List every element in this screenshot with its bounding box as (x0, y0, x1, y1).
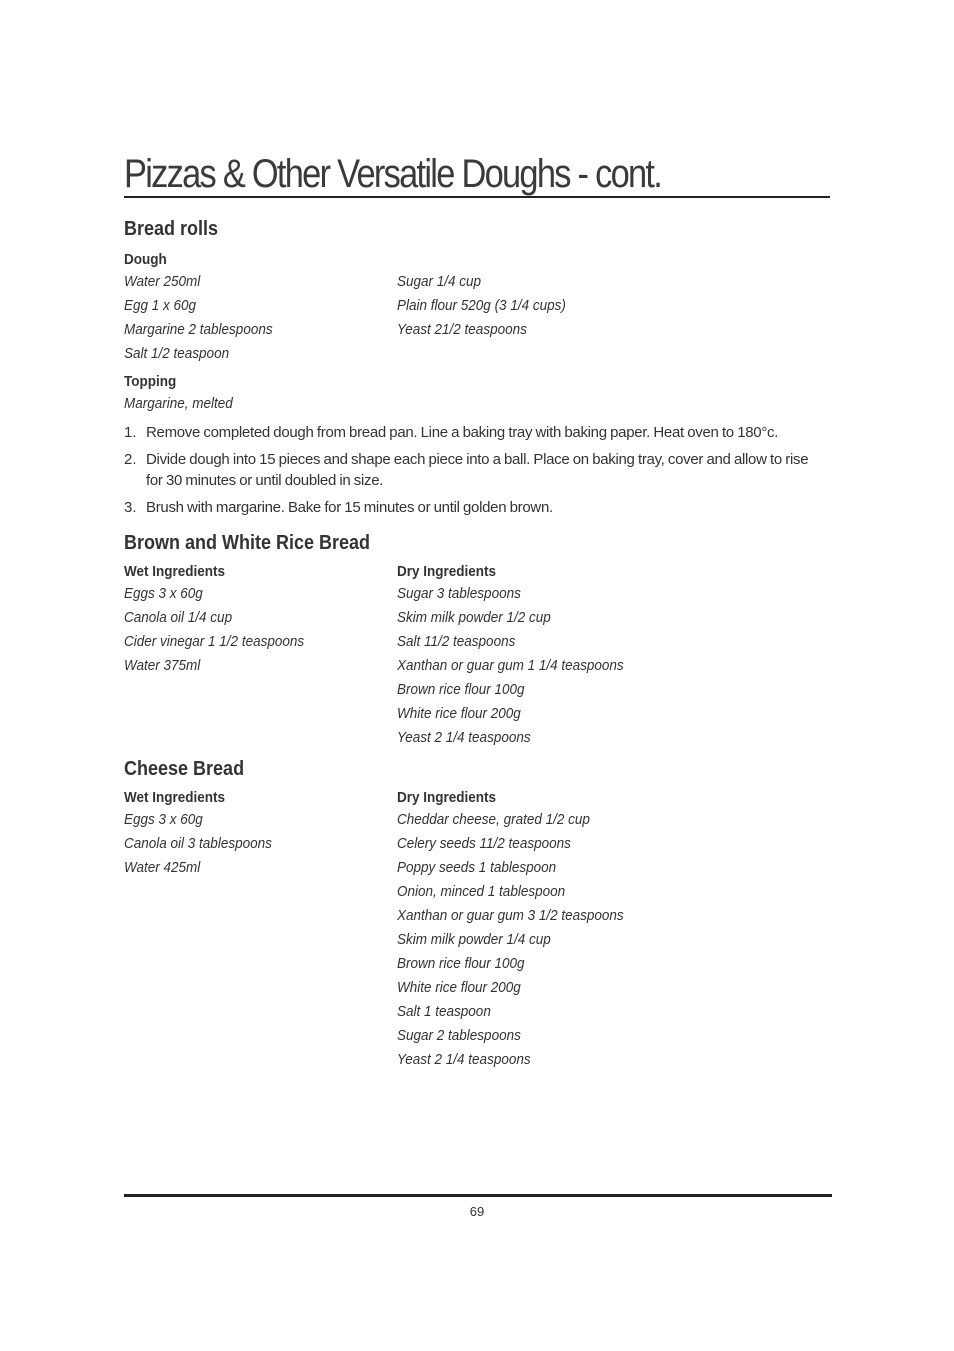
step-number: 3. (124, 499, 137, 516)
method-step (124, 422, 830, 443)
ingredient-item: Sugar 3 tablespoons (397, 585, 521, 602)
ingredient-item: Yeast 2 1/4 teaspoons (397, 1051, 531, 1068)
ingredients-columns (124, 562, 830, 752)
step-text: Brush with margarine. Bake for 15 minutes or until golden brown. (146, 499, 553, 516)
brown-white-rice-bread-section (124, 531, 830, 752)
section-heading: Bread rolls (124, 218, 219, 240)
bread-rolls-section (124, 217, 830, 524)
ingredient-item: Xanthan or guar gum 1 1/4 teaspoons (397, 657, 624, 674)
ingredient-item: Water 250ml (124, 273, 201, 290)
ingredient-item: Salt 1 teaspoon (397, 1003, 491, 1020)
dry-ingredients-column (397, 562, 827, 750)
ingredient-item: Sugar 2 tablespoons (397, 1027, 521, 1044)
ingredient-item: Celery seeds 11/2 teaspoons (397, 835, 571, 852)
ingredient-item: Sugar 1/4 cup (397, 273, 482, 290)
dough-left-column (124, 270, 394, 366)
wet-ingredients-column (124, 788, 394, 880)
wet-ingredients-column (124, 562, 394, 678)
method-step (124, 497, 830, 518)
ingredient-item: White rice flour 200g (397, 705, 521, 722)
dough-heading: Dough (124, 251, 167, 268)
ingredient-item: Egg 1 x 60g (124, 297, 197, 314)
section-heading: Cheese Bread (124, 758, 245, 780)
section-heading: Brown and White Rice Bread (124, 532, 371, 554)
ingredient-item: Water 425ml (124, 859, 201, 876)
ingredient-item: Yeast 21/2 teaspoons (397, 321, 527, 338)
ingredient-item: Brown rice flour 100g (397, 681, 525, 698)
footer-divider (124, 1194, 832, 1197)
topping-heading: Topping (124, 373, 177, 390)
dry-ingredients-heading: Dry Ingredients (397, 563, 497, 580)
ingredient-item: Cider vinegar 1 1/2 teaspoons (124, 633, 305, 650)
ingredient-item: Brown rice flour 100g (397, 955, 525, 972)
method-steps (124, 422, 830, 518)
ingredients-columns (124, 788, 830, 1078)
ingredient-item: Skim milk powder 1/2 cup (397, 609, 551, 626)
wet-ingredients-heading: Wet Ingredients (124, 563, 226, 580)
page-number: 69 (469, 1204, 485, 1219)
step-number: 2. (124, 451, 137, 468)
dough-right-column (397, 270, 827, 342)
ingredient-item: Skim milk powder 1/4 cup (397, 931, 551, 948)
page-title: Pizzas & Other Versatile Doughs - cont. (124, 152, 662, 196)
step-text: Remove completed dough from bread pan. Line a baking tray with baking paper. Heat oven to 180°c. (146, 424, 779, 441)
ingredient-item: Salt 1/2 teaspoon (124, 345, 230, 362)
method-step (124, 449, 830, 491)
ingredient-item: Salt 11/2 teaspoons (397, 633, 516, 650)
ingredient-item: Margarine 2 tablespoons (124, 321, 273, 338)
step-text: Divide dough into 15 pieces and shape each piece into a ball. Place on baking tray, cover and allow to rise for 30 minutes or until doubled in size. (146, 451, 809, 489)
ingredient-item: Eggs 3 x 60g (124, 811, 203, 828)
cheese-bread-section (124, 757, 830, 1078)
ingredient-item: Poppy seeds 1 tablespoon (397, 859, 557, 876)
step-number: 1. (124, 424, 137, 441)
ingredient-item: Water 375ml (124, 657, 201, 674)
title-divider (124, 196, 830, 198)
ingredient-item: Plain flour 520g (3 1/4 cups) (397, 297, 566, 314)
dough-ingredients (124, 270, 830, 366)
ingredient-item: Cheddar cheese, grated 1/2 cup (397, 811, 590, 828)
ingredient-item: White rice flour 200g (397, 979, 521, 996)
ingredient-item: Canola oil 3 tablespoons (124, 835, 272, 852)
ingredient-item: Margarine, melted (124, 395, 233, 412)
ingredient-item: Eggs 3 x 60g (124, 585, 203, 602)
dry-ingredients-heading: Dry Ingredients (397, 789, 497, 806)
ingredient-item: Onion, minced 1 tablespoon (397, 883, 566, 900)
ingredient-item: Canola oil 1/4 cup (124, 609, 233, 626)
dry-ingredients-column (397, 788, 827, 1072)
ingredient-item: Yeast 2 1/4 teaspoons (397, 729, 531, 746)
wet-ingredients-heading: Wet Ingredients (124, 789, 226, 806)
ingredient-item: Xanthan or guar gum 3 1/2 teaspoons (397, 907, 624, 924)
